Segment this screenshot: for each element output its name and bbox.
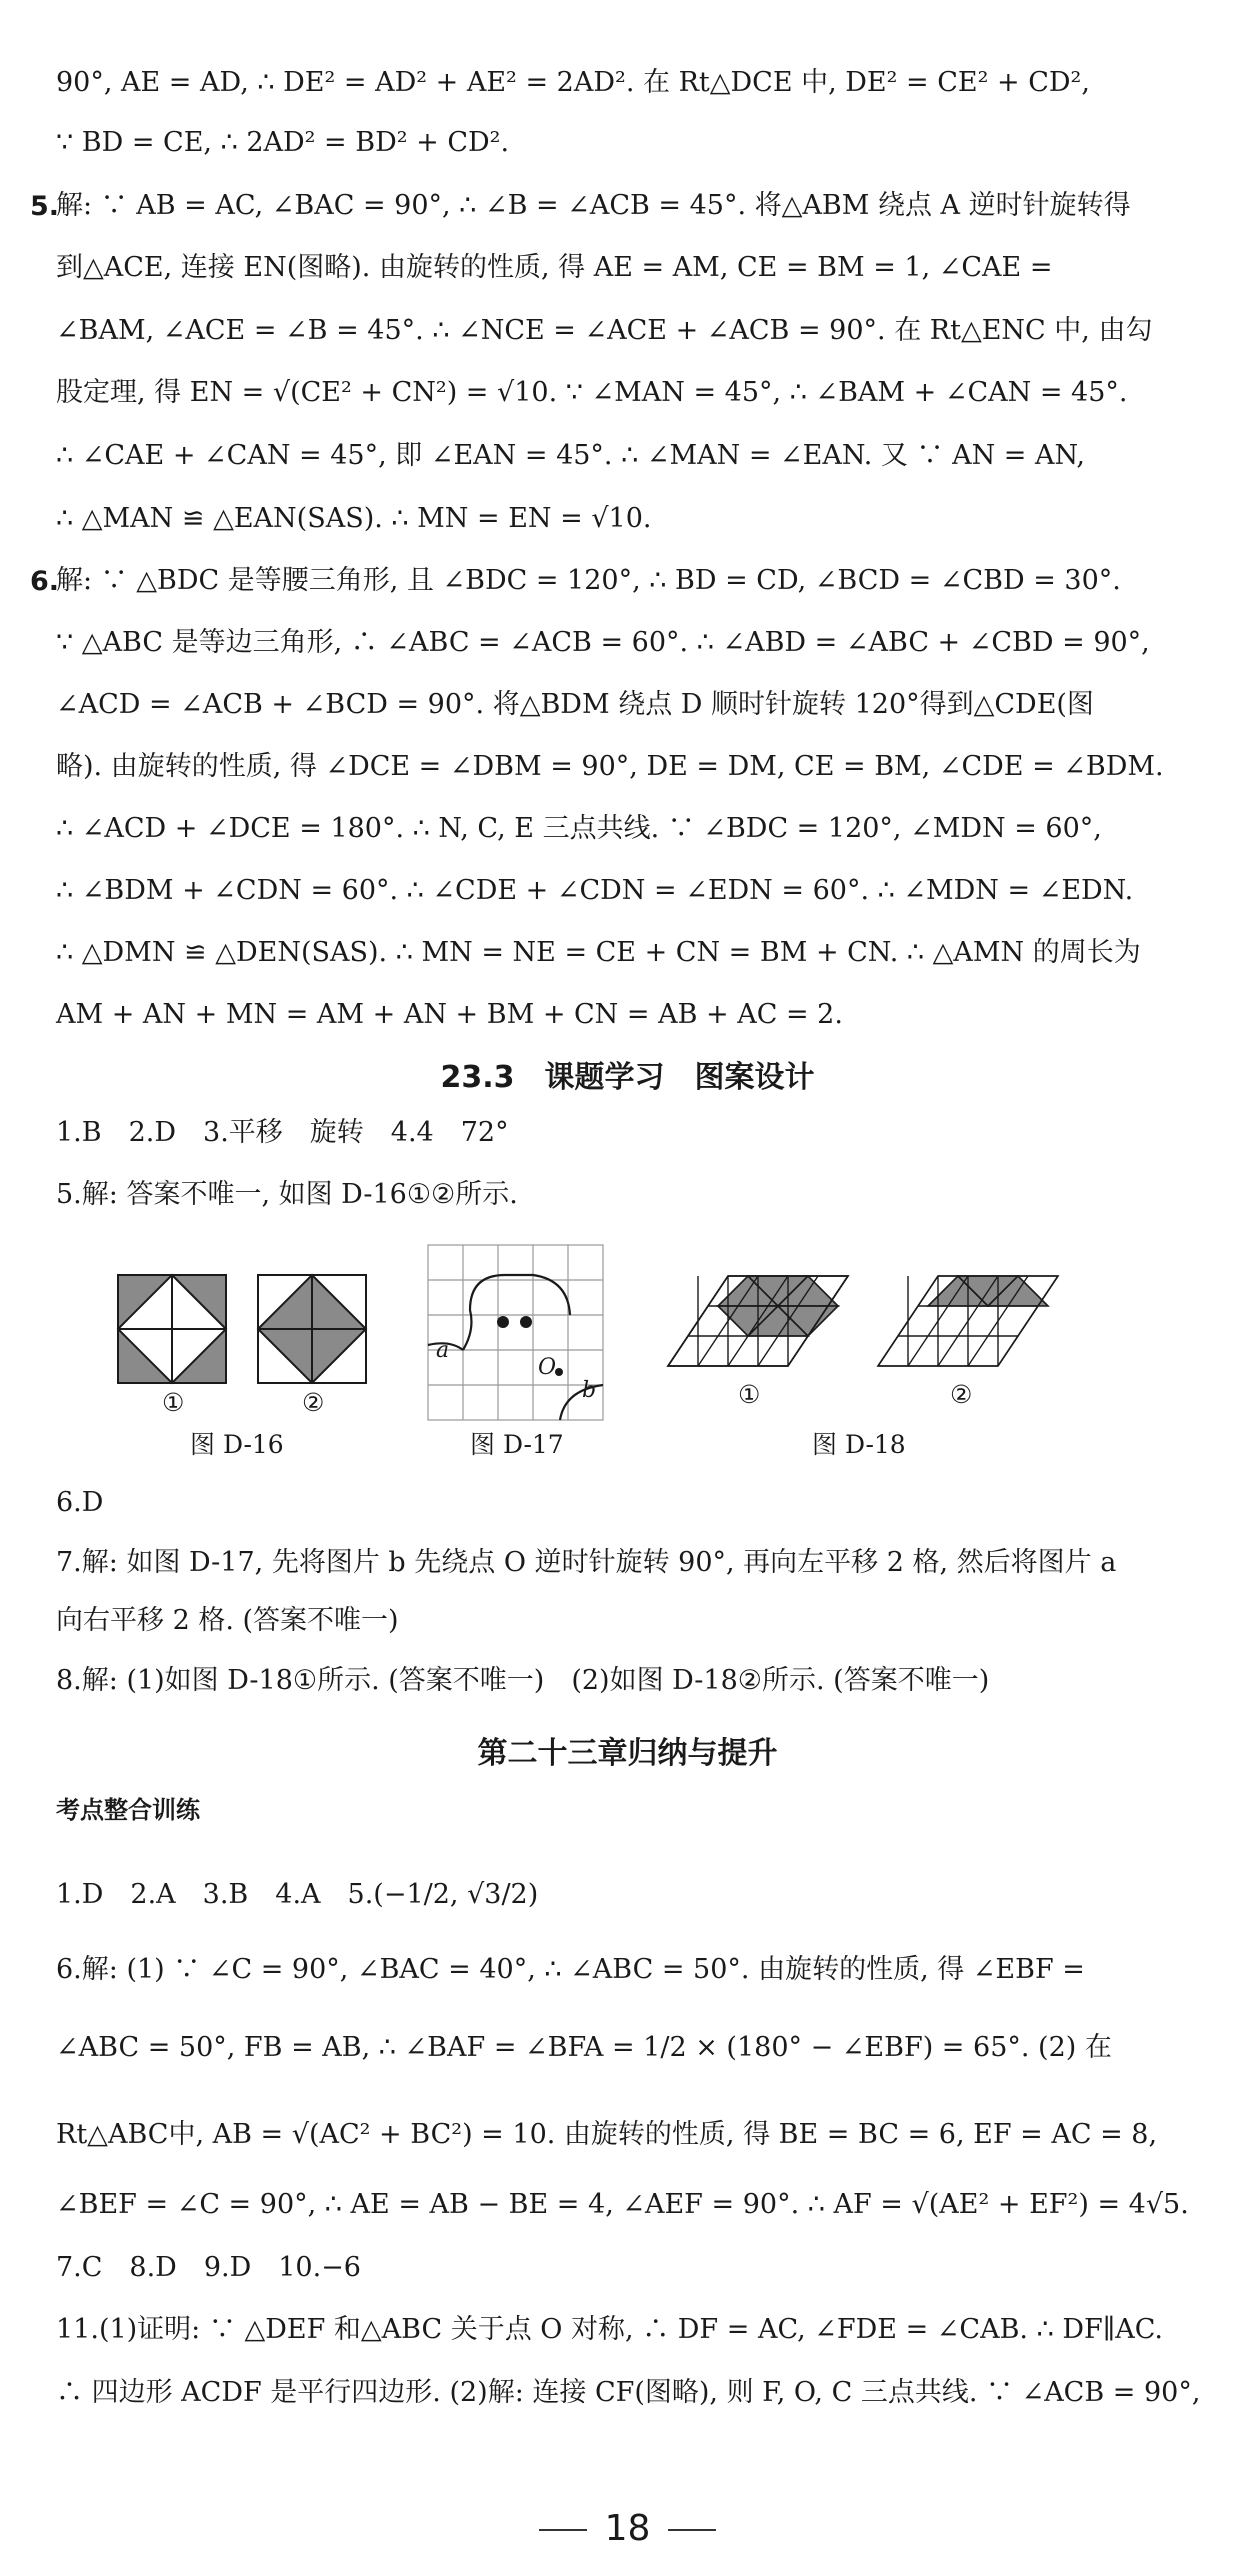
page-number: 18 [604, 2508, 651, 2549]
answer-line: 8.解: (1)如图 D-18①所示. (答案不唯一) (2)如图 D-18②所示. (答案不唯一) [56, 1665, 990, 1696]
dash-left [539, 2529, 587, 2531]
answer-line: 1.B 2.D 3.平移 旋转 4.4 72° [56, 1117, 509, 1148]
text-line: ∴ △MAN ≌ △EAN(SAS). ∴ MN = EN = √10. [56, 503, 652, 534]
answer-line: 向右平移 2 格. (答案不唯一) [56, 1605, 399, 1636]
text-line: 到△ACE, 连接 EN(图略). 由旋转的性质, 得 AE = AM, CE = BM = 1, ∠CAE = [56, 252, 1053, 283]
label-b: b [582, 1378, 597, 1403]
text-line: 股定理, 得 EN = √(CE² + CN²) = √10. ∵ ∠MAN = 45°, ∴ ∠BAM + ∠CAN = 45°. [56, 377, 1128, 408]
figure-caption: 图 D-18 [812, 1430, 906, 1459]
answer-line: 6.解: (1) ∵ ∠C = 90°, ∠BAC = 40°, ∴ ∠ABC = 50°. 由旋转的性质, 得 ∠EBF = [56, 1954, 1085, 1985]
text-line: ∠ACD = ∠ACB + ∠BCD = 90°. 将△BDM 绕点 D 顺时针旋转 120°得到△CDE(图 [56, 689, 1094, 720]
text-line: ∠BAM, ∠ACE = ∠B = 45°. ∴ ∠NCE = ∠ACE + ∠ACB = 90°. 在 Rt△ENC 中, 由勾 [56, 315, 1153, 346]
text-line: 90°, AE = AD, ∴ DE² = AD² + AE² = 2AD². 在 Rt△DCE 中, DE² = CE² + CD², [56, 67, 1090, 98]
page-number-row [0, 2508, 1255, 2549]
figure-mark: ② [950, 1380, 973, 1409]
text-line: ∵ BD = CE, ∴ 2AD² = BD² + CD². [56, 127, 510, 158]
answer-line: 11.(1)证明: ∵ △DEF 和△ABC 关于点 O 对称, ∴ DF = AC, ∠FDE = ∠CAB. ∴ DF∥AC. [56, 2314, 1163, 2345]
figure-mark: ① [738, 1380, 761, 1409]
answer-line: 5.解: 答案不唯一, 如图 D-16①②所示. [56, 1179, 518, 1210]
answer-line: 1.D 2.A 3.B 4.A 5.(−1/2, √3/2) [56, 1879, 539, 1910]
question-number: 5. [30, 191, 60, 222]
answer-line: ∠ABC = 50°, FB = AB, ∴ ∠BAF = ∠BFA = 1/2 × (180° − ∠EBF) = 65°. (2) 在 [56, 2032, 1112, 2063]
subheading: 考点整合训练 [56, 1796, 200, 1824]
text-line: 解: ∵ AB = AC, ∠BAC = 90°, ∴ ∠B = ∠ACB = 45°. 将△ABM 绕点 A 逆时针旋转得 [56, 190, 1131, 221]
answer-line: Rt△ABC中, AB = √(AC² + BC²) = 10. 由旋转的性质, 得 BE = BC = 6, EF = AC = 8, [56, 2119, 1158, 2150]
label-a: a [436, 1338, 450, 1363]
lattice-line [788, 1276, 848, 1366]
label-o: O [538, 1355, 557, 1380]
answer-line: 7.C 8.D 9.D 10.−6 [56, 2252, 361, 2283]
text-line: ∴ ∠CAE + ∠CAN = 45°, 即 ∠EAN = 45°. ∴ ∠MAN = ∠EAN. 又 ∵ AN = AN, [56, 440, 1085, 471]
answer-line: 7.解: 如图 D-17, 先将图片 b 先绕点 O 逆时针旋转 90°, 再向左平移 2 格, 然后将图片 a [56, 1547, 1117, 1578]
answer-line: 6.D [56, 1487, 104, 1518]
text-line: ∴ △DMN ≌ △DEN(SAS). ∴ MN = NE = CE + CN = BM + CN. ∴ △AMN 的周长为 [56, 937, 1141, 968]
lattice-line [998, 1276, 1058, 1366]
text-line: 解: ∵ △BDC 是等腰三角形, 且 ∠BDC = 120°, ∴ BD = CD, ∠BCD = ∠CBD = 30°. [56, 565, 1121, 596]
figure-mark: ① [162, 1388, 185, 1417]
chapter-heading: 第二十三章归纳与提升 [477, 1736, 778, 1771]
question-number: 6. [30, 566, 60, 597]
figure-caption: 图 D-17 [470, 1430, 564, 1459]
figure-caption: 图 D-16 [190, 1430, 284, 1459]
dash-right [668, 2529, 716, 2531]
section-heading: 23.3 课题学习 图案设计 [440, 1060, 815, 1095]
text-line: ∵ △ABC 是等边三角形, ∴ ∠ABC = ∠ACB = 60°. ∴ ∠ABD = ∠ABC + ∠CBD = 90°, [56, 627, 1150, 658]
answer-line: ∴ 四边形 ACDF 是平行四边形. (2)解: 连接 CF(图略), 则 F, O, C 三点共线. ∵ ∠ACB = 90°, [56, 2377, 1201, 2408]
text-line: ∴ ∠BDM + ∠CDN = 60°. ∴ ∠CDE + ∠CDN = ∠EDN = 60°. ∴ ∠MDN = ∠EDN. [56, 875, 1134, 906]
answer-line: ∠BEF = ∠C = 90°, ∴ AE = AB − BE = 4, ∠AEF = 90°. ∴ AF = √(AE² + EF²) = 4√5. [56, 2189, 1189, 2220]
figure-mark: ② [302, 1388, 325, 1417]
text-line: AM + AN + MN = AM + AN + BM + CN = AB + AC = 2. [56, 999, 843, 1030]
text-line: ∴ ∠ACD + ∠DCE = 180°. ∴ N, C, E 三点共线. ∵ ∠BDC = 120°, ∠MDN = 60°, [56, 813, 1102, 844]
text-line: 略). 由旋转的性质, 得 ∠DCE = ∠DBM = 90°, DE = DM, CE = BM, ∠CDE = ∠BDM. [56, 751, 1164, 782]
